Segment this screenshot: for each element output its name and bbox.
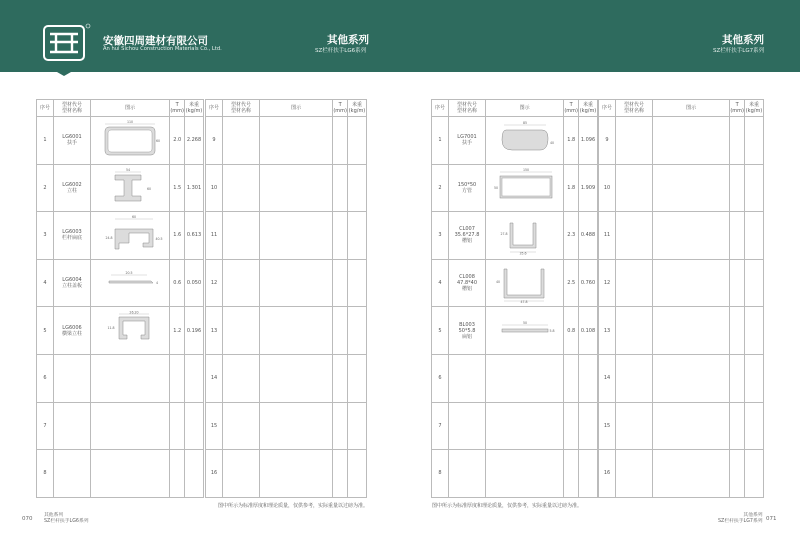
row-drawing [260, 212, 333, 260]
row-seq: 3 [37, 212, 54, 260]
row-seq: 6 [432, 354, 449, 402]
row-seq: 5 [432, 307, 449, 355]
col-weight: 米重 (kg/m) [348, 100, 367, 117]
table-row [37, 212, 204, 260]
row-weight: 1.909 [579, 164, 598, 212]
profile-drawing [95, 215, 165, 255]
row-weight [348, 212, 367, 260]
table-row [432, 212, 598, 260]
col-thickness: T (mm) [333, 100, 348, 117]
table-row [206, 450, 367, 498]
svg-text:85: 85 [522, 121, 527, 126]
col-model: 型材代号 型材名称 [54, 100, 91, 117]
row-seq: 3 [432, 212, 449, 260]
row-model: CL007 35.6*27.8 槽铝 [449, 212, 486, 260]
row-thickness [333, 354, 348, 402]
col-seq: 序号 [599, 100, 616, 117]
row-thickness [170, 402, 185, 450]
row-model [223, 402, 260, 450]
svg-text:60: 60 [156, 139, 161, 144]
row-weight: 1.096 [579, 117, 598, 165]
table-row [206, 259, 367, 307]
profile-drawing [95, 168, 165, 208]
row-seq: 16 [599, 450, 616, 498]
table-row [599, 450, 764, 498]
row-thickness [730, 450, 745, 498]
row-weight [348, 354, 367, 402]
svg-text:110: 110 [127, 120, 134, 125]
row-drawing [260, 307, 333, 355]
row-weight [745, 307, 764, 355]
row-thickness: 1.5 [170, 164, 185, 212]
row-weight [348, 450, 367, 498]
row-drawing [260, 354, 333, 402]
row-thickness [170, 450, 185, 498]
row-weight: 0.050 [185, 259, 204, 307]
row-seq: 5 [37, 307, 54, 355]
row-drawing [260, 450, 333, 498]
row-seq: 15 [206, 402, 223, 450]
col-seq: 序号 [206, 100, 223, 117]
row-model [223, 259, 260, 307]
row-model [223, 117, 260, 165]
row-model [449, 450, 486, 498]
right-spec-table-a [431, 99, 598, 498]
row-model: BL003 50*5.8 扁铝 [449, 307, 486, 355]
table-row [599, 354, 764, 402]
row-seq: 14 [206, 354, 223, 402]
company-name: 安徽四周建材有限公司 [103, 35, 208, 47]
row-thickness: 1.8 [564, 117, 579, 165]
row-drawing [260, 164, 333, 212]
row-thickness: 0.8 [564, 307, 579, 355]
row-drawing [91, 259, 170, 307]
right-spec-table-b [598, 99, 764, 498]
row-thickness: 1.2 [170, 307, 185, 355]
svg-text:20.5: 20.5 [125, 271, 133, 276]
row-model [616, 402, 653, 450]
profile-drawing [490, 311, 560, 351]
table-row [37, 117, 204, 165]
row-thickness [730, 117, 745, 165]
row-thickness: 2.3 [564, 212, 579, 260]
table-row [432, 402, 598, 450]
row-seq: 8 [432, 450, 449, 498]
row-weight [348, 259, 367, 307]
row-seq: 10 [599, 164, 616, 212]
table-row [206, 307, 367, 355]
col-thickness: T (mm) [564, 100, 579, 117]
row-seq: 12 [206, 259, 223, 307]
row-drawing [486, 402, 564, 450]
row-weight [745, 402, 764, 450]
row-weight [745, 259, 764, 307]
row-thickness [333, 402, 348, 450]
svg-text:60: 60 [132, 215, 137, 220]
row-drawing [486, 354, 564, 402]
row-seq: 9 [206, 117, 223, 165]
row-seq: 9 [599, 117, 616, 165]
table-row [599, 164, 764, 212]
row-drawing [486, 259, 564, 307]
right-footer-line2: SZ栏杆扶手LG7系列 [718, 519, 763, 524]
row-seq: 16 [206, 450, 223, 498]
svg-text:26.20: 26.20 [129, 310, 139, 315]
company-logo [36, 20, 92, 76]
svg-text:40: 40 [549, 141, 554, 146]
row-thickness [333, 212, 348, 260]
table-row [37, 164, 204, 212]
row-weight: 0.488 [579, 212, 598, 260]
table-row [37, 402, 204, 450]
right-footer-line1: 其他系列 [743, 513, 763, 518]
row-model [223, 212, 260, 260]
row-drawing [486, 450, 564, 498]
row-weight [348, 402, 367, 450]
row-model: LG6003 栏杆扁底 [54, 212, 91, 260]
left-note: 图中所示为标准厚度和理论质量，仅供参考，实际重量以过磅为准。 [218, 503, 369, 509]
row-seq: 10 [206, 164, 223, 212]
row-thickness: 1.8 [564, 164, 579, 212]
row-model [616, 354, 653, 402]
row-seq: 6 [37, 354, 54, 402]
row-seq: 2 [37, 164, 54, 212]
right-footer [718, 513, 763, 525]
svg-text:50: 50 [493, 185, 498, 190]
row-thickness [333, 164, 348, 212]
row-drawing [91, 212, 170, 260]
row-drawing [653, 307, 730, 355]
row-drawing [91, 402, 170, 450]
col-weight: 米重 (kg/m) [745, 100, 764, 117]
row-seq: 2 [432, 164, 449, 212]
row-thickness: 1.6 [170, 212, 185, 260]
row-weight [745, 354, 764, 402]
col-drawing: 图示 [260, 100, 333, 117]
profile-drawing [95, 120, 165, 160]
profile-drawing [95, 311, 165, 351]
row-model [616, 307, 653, 355]
row-model [54, 450, 91, 498]
row-weight: 2.268 [185, 117, 204, 165]
row-thickness [333, 307, 348, 355]
left-footer-line2: SZ栏杆扶手LG6系列 [44, 519, 89, 524]
row-model: LG6004 立柱盖板 [54, 259, 91, 307]
row-thickness [730, 402, 745, 450]
col-thickness: T (mm) [170, 100, 185, 117]
svg-text:24.8: 24.8 [105, 236, 113, 241]
company-name-en: An hui Sichou Construction Materials Co., Ltd. [103, 46, 222, 52]
row-thickness [333, 450, 348, 498]
table-row [432, 117, 598, 165]
table-row [432, 354, 598, 402]
table-row [37, 450, 204, 498]
profile-drawing [490, 168, 560, 208]
table-row [37, 259, 204, 307]
row-seq: 1 [432, 117, 449, 165]
row-drawing [486, 212, 564, 260]
row-model [223, 354, 260, 402]
row-weight [185, 354, 204, 402]
row-weight [579, 402, 598, 450]
table-row [599, 307, 764, 355]
row-drawing [91, 450, 170, 498]
table-row [599, 117, 764, 165]
row-seq: 12 [599, 259, 616, 307]
svg-text:27.8: 27.8 [500, 232, 508, 237]
row-thickness [730, 354, 745, 402]
row-seq: 15 [599, 402, 616, 450]
table-row [206, 402, 367, 450]
page-header [0, 0, 800, 72]
table-row [432, 164, 598, 212]
row-weight: 0.760 [579, 259, 598, 307]
profile-drawing [490, 215, 560, 255]
row-drawing [260, 259, 333, 307]
row-seq: 13 [599, 307, 616, 355]
row-drawing [653, 164, 730, 212]
row-thickness [333, 259, 348, 307]
row-drawing [260, 117, 333, 165]
row-weight [185, 450, 204, 498]
col-seq: 序号 [432, 100, 449, 117]
row-model: LG6002 立柱 [54, 164, 91, 212]
row-seq: 11 [599, 212, 616, 260]
row-drawing [91, 354, 170, 402]
row-model [616, 450, 653, 498]
row-thickness [730, 307, 745, 355]
row-seq: 4 [37, 259, 54, 307]
row-model [223, 307, 260, 355]
row-drawing [486, 117, 564, 165]
row-drawing [486, 164, 564, 212]
col-drawing: 图示 [653, 100, 730, 117]
svg-text:50: 50 [522, 320, 527, 325]
row-weight: 1.301 [185, 164, 204, 212]
row-drawing [653, 117, 730, 165]
row-drawing [653, 212, 730, 260]
row-drawing [653, 402, 730, 450]
row-seq: 14 [599, 354, 616, 402]
row-model: LG7001 扶手 [449, 117, 486, 165]
svg-text:40.5: 40.5 [155, 237, 163, 242]
profile-drawing [95, 263, 165, 303]
row-thickness [333, 117, 348, 165]
row-thickness [730, 212, 745, 260]
svg-text:5.8: 5.8 [549, 328, 555, 333]
row-drawing [91, 164, 170, 212]
row-drawing [486, 307, 564, 355]
col-model: 型材代号 型材名称 [616, 100, 653, 117]
right-note: 图中所示为标准厚度和理论质量，仅供参考，实际重量以过磅为准。 [432, 503, 583, 509]
left-spec-table-b [205, 99, 367, 498]
col-thickness: T (mm) [730, 100, 745, 117]
row-seq: 8 [37, 450, 54, 498]
row-thickness: 2.0 [170, 117, 185, 165]
row-model [616, 259, 653, 307]
row-drawing [260, 402, 333, 450]
left-spec-table-a [36, 99, 204, 498]
table-row [599, 259, 764, 307]
row-model: LG6006 横梁立柱 [54, 307, 91, 355]
col-drawing: 图示 [486, 100, 564, 117]
row-seq: 1 [37, 117, 54, 165]
col-drawing: 图示 [91, 100, 170, 117]
svg-text:4: 4 [156, 281, 159, 286]
row-model: CL008 47.8*40 槽铝 [449, 259, 486, 307]
row-model: LG6001 扶手 [54, 117, 91, 165]
row-thickness: 2.5 [564, 259, 579, 307]
col-weight: 米重 (kg/m) [579, 100, 598, 117]
right-page-subtitle: SZ栏杆扶手LG7系列 [713, 48, 765, 54]
row-weight [348, 307, 367, 355]
row-seq: 4 [432, 259, 449, 307]
col-seq: 序号 [37, 100, 54, 117]
svg-text:60: 60 [147, 186, 152, 191]
row-seq: 11 [206, 212, 223, 260]
row-drawing [91, 307, 170, 355]
row-model [616, 117, 653, 165]
left-footer-line1: 其他系列 [44, 513, 64, 518]
table-row [432, 259, 598, 307]
row-drawing [653, 259, 730, 307]
row-weight: 0.613 [185, 212, 204, 260]
col-model: 型材代号 型材名称 [449, 100, 486, 117]
row-weight [579, 354, 598, 402]
left-page-title: 其他系列 [327, 34, 369, 46]
table-row [206, 212, 367, 260]
right-page-title: 其他系列 [722, 34, 764, 46]
table-row [206, 117, 367, 165]
left-page-subtitle: SZ栏杆扶手LG6系列 [315, 48, 367, 54]
svg-text:47.8: 47.8 [520, 300, 528, 304]
col-weight: 米重 (kg/m) [185, 100, 204, 117]
row-drawing [653, 354, 730, 402]
row-thickness [170, 354, 185, 402]
row-model [223, 164, 260, 212]
row-weight [745, 212, 764, 260]
row-seq: 7 [37, 402, 54, 450]
row-drawing [653, 450, 730, 498]
row-thickness [564, 354, 579, 402]
table-row [206, 354, 367, 402]
row-weight [348, 117, 367, 165]
table-row [432, 450, 598, 498]
row-model [449, 402, 486, 450]
row-model [54, 354, 91, 402]
svg-text:11.8: 11.8 [107, 325, 115, 330]
row-model [54, 402, 91, 450]
row-seq: 13 [206, 307, 223, 355]
profile-drawing [490, 120, 560, 160]
row-model [223, 450, 260, 498]
row-weight [745, 450, 764, 498]
row-model: 150*50 方管 [449, 164, 486, 212]
svg-text:35.6: 35.6 [519, 251, 527, 256]
table-row [206, 164, 367, 212]
row-thickness: 0.6 [170, 259, 185, 307]
row-weight: 0.196 [185, 307, 204, 355]
left-page-number: 070 [22, 516, 33, 522]
table-row [37, 307, 204, 355]
svg-text:150: 150 [522, 167, 529, 172]
row-model [616, 212, 653, 260]
row-model [449, 354, 486, 402]
svg-text:40: 40 [495, 280, 500, 285]
row-seq: 7 [432, 402, 449, 450]
row-thickness [730, 164, 745, 212]
profile-drawing [490, 263, 560, 303]
table-row [599, 212, 764, 260]
right-page-number: 071 [766, 516, 777, 522]
col-model: 型材代号 型材名称 [223, 100, 260, 117]
row-thickness [564, 402, 579, 450]
table-row [432, 307, 598, 355]
row-weight [745, 117, 764, 165]
row-weight [579, 450, 598, 498]
row-weight [348, 164, 367, 212]
row-weight [185, 402, 204, 450]
row-weight [745, 164, 764, 212]
left-footer [44, 513, 89, 525]
row-weight: 0.108 [579, 307, 598, 355]
row-thickness [730, 259, 745, 307]
table-row [37, 354, 204, 402]
row-drawing [91, 117, 170, 165]
svg-text:54: 54 [126, 167, 131, 172]
row-model [616, 164, 653, 212]
row-thickness [564, 450, 579, 498]
table-row [599, 402, 764, 450]
